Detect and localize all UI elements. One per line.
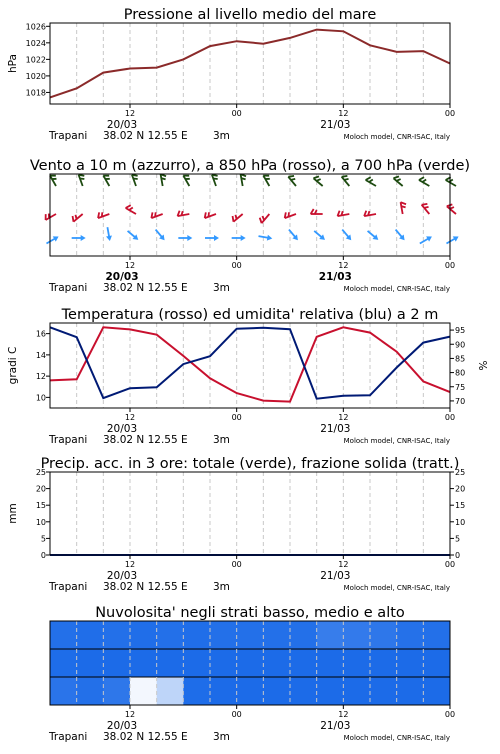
panel-1-date-label: 20/03 (106, 119, 138, 131)
wind-barb-700hPa (366, 176, 379, 186)
cloud-cell-alto (317, 621, 344, 649)
panel-5-title: Nuvolosita' negli strati basso, medio e alto (95, 605, 405, 621)
wind-barb-shaft (212, 175, 216, 186)
panel-4-ytick-label: 20 (35, 484, 46, 494)
cloud-cell-alto (370, 621, 397, 649)
panel-2-title: Vento a 10 m (azzurro), a 850 hPa (rosso), a 700 hPa (verde) (29, 158, 471, 174)
panel-5-date-label: 21/03 (320, 720, 351, 732)
panel-2-date-label: 20/03 (105, 271, 139, 283)
wind-barb-head (81, 235, 86, 241)
cloud-cell-medio (210, 649, 237, 677)
wind-barb-shaft (46, 214, 56, 220)
panel-4-ytick-label: 25 (35, 468, 46, 477)
panel-3-ylabel-right: % (478, 360, 490, 371)
wind-barb-700hPa (263, 173, 273, 186)
panel-3-ytick-right-label: 70 (455, 396, 466, 406)
wind-barb-head (53, 234, 60, 242)
panel-5-station-name: Trapani (49, 731, 88, 743)
wind-barb-shaft (364, 214, 376, 216)
wind-barb-700hPa (313, 174, 325, 186)
wind-barb-700hPa (446, 176, 459, 186)
panel-1-station-coords: 38.02 N 12.55 E (103, 130, 188, 142)
panel-3-ytick-right-label: 80 (455, 368, 466, 378)
cloud-cell-basso (183, 677, 210, 705)
wind-barb-shaft (183, 176, 189, 186)
temperature-line (50, 327, 450, 401)
cloud-cell-medio (183, 649, 210, 677)
panel-1-xtick-label: 00 (231, 109, 242, 118)
panel-4-ytick-label: 15 (35, 501, 46, 511)
wind-barb-10m (418, 234, 433, 246)
panel-4-ytick-label: 10 (35, 517, 46, 527)
wind-barb-shaft (338, 214, 350, 216)
wind-barb-10m (205, 235, 219, 241)
cloud-cell-alto (263, 621, 290, 649)
pressure-line (50, 30, 450, 98)
wind-barb-10m (258, 233, 273, 241)
wind-barb-shaft (161, 174, 163, 186)
wind-barb-shaft (241, 174, 243, 186)
panel-3-xtick-label: 12 (338, 413, 349, 422)
wind-barb-850hPa (447, 202, 459, 214)
wind-barb-700hPa (79, 173, 88, 186)
panel-5-station-coords: 38.02 N 12.55 E (103, 731, 188, 743)
panel-1-ytick-label: 1024 (25, 38, 46, 48)
cloud-cell-alto (130, 621, 157, 649)
cloud-cell-basso (343, 677, 370, 705)
panel-3-station-elevation: 3m (213, 434, 230, 446)
panel-3-credit: Moloch model, CNR-ISAC, Italy (343, 437, 450, 445)
panel-5-xtick-label: 12 (124, 710, 136, 719)
panel-4-date-label: 21/03 (320, 570, 351, 582)
panel-4-frame (50, 472, 450, 555)
wind-barb-shaft (178, 214, 190, 216)
panel-1-xtick-label: 12 (124, 109, 136, 118)
panel-3-station-coords: 38.02 N 12.55 E (103, 434, 188, 446)
cloud-cell-medio (370, 649, 397, 677)
wind-barb-10m (366, 229, 381, 243)
panel-4-ytick-right-label: 0 (455, 551, 461, 560)
panel-3-ylabel: gradi C (7, 346, 19, 385)
wind-barb-shaft (132, 175, 136, 186)
panel-4-ytick-label: 0 (40, 551, 46, 560)
panel-4-station-elevation: 3m (213, 581, 230, 593)
cloud-cell-basso (423, 677, 450, 705)
panel-4-ytick-label: 5 (40, 534, 46, 544)
cloud-cell-basso (370, 677, 397, 705)
panel-4-title: Precip. acc. in 3 ore: totale (verde), frazione solida (tratt.) (40, 456, 460, 472)
cloud-cell-basso (237, 677, 264, 705)
panel-1-title: Pressione al livello medio del mare (123, 7, 377, 23)
cloud-cell-alto (50, 621, 77, 649)
panel-4-date-label: 20/03 (106, 570, 138, 582)
cloud-cell-basso (290, 677, 317, 705)
panel-1-station-name: Trapani (49, 130, 88, 142)
cloud-cell-basso (130, 677, 157, 705)
cloud-cell-medio (237, 649, 264, 677)
wind-barb-700hPa (241, 173, 248, 186)
wind-barb-shaft (401, 202, 403, 214)
cloud-cell-basso (50, 677, 77, 705)
cloud-cell-basso (157, 677, 184, 705)
panel-5-xtick-label: 12 (338, 710, 349, 719)
cloud-cell-alto (237, 621, 264, 649)
wind-barb-700hPa (50, 173, 60, 186)
wind-barb-10m (312, 229, 327, 243)
panel-3-ytick-label: 10 (35, 393, 46, 403)
panel-2-date-label: 21/03 (318, 271, 352, 283)
wind-barb-10m (178, 235, 192, 241)
wind-barb-shaft (103, 176, 109, 186)
cloud-cell-alto (210, 621, 237, 649)
panel-1-date-label: 21/03 (320, 119, 351, 131)
panel-5-xtick-label: 00 (231, 710, 242, 719)
wind-barb-10m (104, 227, 112, 242)
cloud-cell-medio (290, 649, 317, 677)
humidity-line (50, 327, 450, 398)
wind-barb-700hPa (132, 173, 141, 186)
panel-4-xtick-label: 12 (124, 560, 136, 569)
panel-2-xtick-label: 00 (231, 261, 242, 270)
cloud-cell-medio (157, 649, 184, 677)
cloud-cell-medio (50, 649, 77, 677)
panel-5-station-elevation: 3m (213, 731, 230, 743)
panel-2-station-coords: 38.02 N 12.55 E (103, 282, 188, 294)
panel-4-ytick-right-label: 10 (455, 517, 466, 527)
wind-barb-10m (72, 235, 86, 241)
panel-4-credit: Moloch model, CNR-ISAC, Italy (343, 584, 450, 592)
panel-3-title: Temperatura (rosso) ed umidita' relativa (blu) a 2 m (61, 307, 439, 323)
panel-4-ytick-right-label: 5 (455, 534, 461, 544)
wind-barb-10m (153, 228, 167, 243)
cloud-cell-medio (77, 649, 104, 677)
cloud-cell-medio (423, 649, 450, 677)
cloud-cell-basso (77, 677, 104, 705)
panel-1-ylabel: hPa (7, 54, 19, 73)
cloud-cell-medio (103, 649, 130, 677)
cloud-cell-basso (317, 677, 344, 705)
panel-4-xtick-label: 00 (444, 560, 456, 569)
wind-barb-head (187, 235, 192, 241)
wind-barb-10m (445, 234, 460, 246)
panel-4-ytick-right-label: 20 (455, 484, 466, 494)
panel-2-xtick-label: 12 (124, 261, 136, 270)
cloud-cell-medio (263, 649, 290, 677)
cloud-cell-medio (317, 649, 344, 677)
panel-4-ytick-right-label: 15 (455, 501, 466, 511)
cloud-cell-alto (397, 621, 424, 649)
panel-2-frame (50, 174, 450, 256)
wind-barb-850hPa (401, 201, 408, 214)
panel-3-xtick-label: 00 (444, 413, 456, 422)
wind-barb-head (267, 235, 273, 242)
wind-barb-10m (287, 228, 301, 243)
panel-2-station-elevation: 3m (213, 282, 230, 294)
panel-1-ytick-label: 1022 (25, 55, 46, 65)
panel-2-credit: Moloch model, CNR-ISAC, Italy (343, 285, 450, 293)
panel-1-station-elevation: 3m (213, 130, 230, 142)
cloud-cell-alto (183, 621, 210, 649)
cloud-cell-medio (343, 649, 370, 677)
panel-5-xtick-label: 00 (444, 710, 456, 719)
cloud-cell-alto (423, 621, 450, 649)
wind-barb-10m (126, 229, 141, 243)
wind-barb-shaft (50, 176, 56, 186)
panel-4-ytick-right-label: 25 (455, 468, 466, 477)
panel-4-xtick-label: 12 (338, 560, 349, 569)
cloud-cell-alto (343, 621, 370, 649)
wind-barb-10m (340, 228, 354, 243)
panel-3-ytick-right-label: 95 (455, 326, 466, 336)
wind-barb-head (426, 234, 433, 242)
panel-3-date-label: 20/03 (106, 423, 138, 435)
wind-barb-head (453, 234, 460, 242)
wind-barb-850hPa (126, 204, 139, 214)
panel-3-ytick-right-label: 85 (455, 354, 466, 364)
cloud-cell-alto (290, 621, 317, 649)
panel-2-xtick-label: 12 (338, 261, 349, 270)
wind-barb-700hPa (161, 173, 168, 186)
panel-3-xtick-label: 00 (231, 413, 242, 422)
wind-barb-head (106, 236, 113, 242)
cloud-cell-medio (130, 649, 157, 677)
wind-barb-700hPa (419, 176, 432, 186)
wind-barb-10m (393, 228, 407, 243)
wind-barb-700hPa (103, 173, 113, 186)
wind-barb-700hPa (212, 173, 221, 186)
panel-5-date-label: 20/03 (106, 720, 138, 732)
cloud-cell-basso (210, 677, 237, 705)
panel-1-credit: Moloch model, CNR-ISAC, Italy (343, 133, 450, 141)
wind-barb-700hPa (183, 173, 193, 186)
panel-2-xtick-label: 00 (444, 261, 456, 270)
panel-3-ytick-label: 16 (35, 329, 46, 339)
cloud-cell-basso (103, 677, 130, 705)
panel-1-ytick-label: 1020 (25, 71, 46, 81)
cloud-cell-alto (157, 621, 184, 649)
panel-3-station-name: Trapani (49, 434, 88, 446)
panel-4-xtick-label: 00 (231, 560, 242, 569)
wind-barb-head (241, 235, 246, 241)
wind-barb-shaft (263, 176, 269, 186)
panel-4-ylabel: mm (7, 503, 19, 524)
panel-1-xtick-label: 12 (338, 109, 349, 118)
wind-barb-shaft (79, 175, 83, 186)
panel-3-ytick-label: 14 (35, 350, 46, 360)
panel-3-xtick-label: 12 (124, 413, 136, 422)
wind-barb-700hPa (393, 174, 405, 186)
cloud-cell-basso (397, 677, 424, 705)
cloud-cell-basso (263, 677, 290, 705)
panel-5-credit: Moloch model, CNR-ISAC, Italy (343, 734, 450, 742)
cloud-cell-alto (77, 621, 104, 649)
panel-1-xtick-label: 00 (444, 109, 456, 118)
wind-barb-10m (45, 234, 60, 246)
panel-4-station-coords: 38.02 N 12.55 E (103, 581, 188, 593)
cloud-cell-alto (103, 621, 130, 649)
panel-1-ytick-label: 1018 (25, 88, 46, 98)
panel-3-ytick-right-label: 90 (455, 340, 466, 350)
panel-3-ytick-right-label: 75 (455, 382, 466, 392)
panel-3-ytick-label: 12 (35, 372, 46, 382)
panel-4-station-name: Trapani (49, 581, 88, 593)
panel-1-ytick-label: 1026 (25, 22, 46, 32)
panel-2-station-name: Trapani (49, 282, 88, 294)
panel-1-frame (50, 23, 450, 104)
cloud-cell-medio (397, 649, 424, 677)
panel-3-date-label: 21/03 (320, 423, 351, 435)
wind-barb-10m (232, 235, 246, 241)
wind-barb-head (214, 235, 219, 241)
